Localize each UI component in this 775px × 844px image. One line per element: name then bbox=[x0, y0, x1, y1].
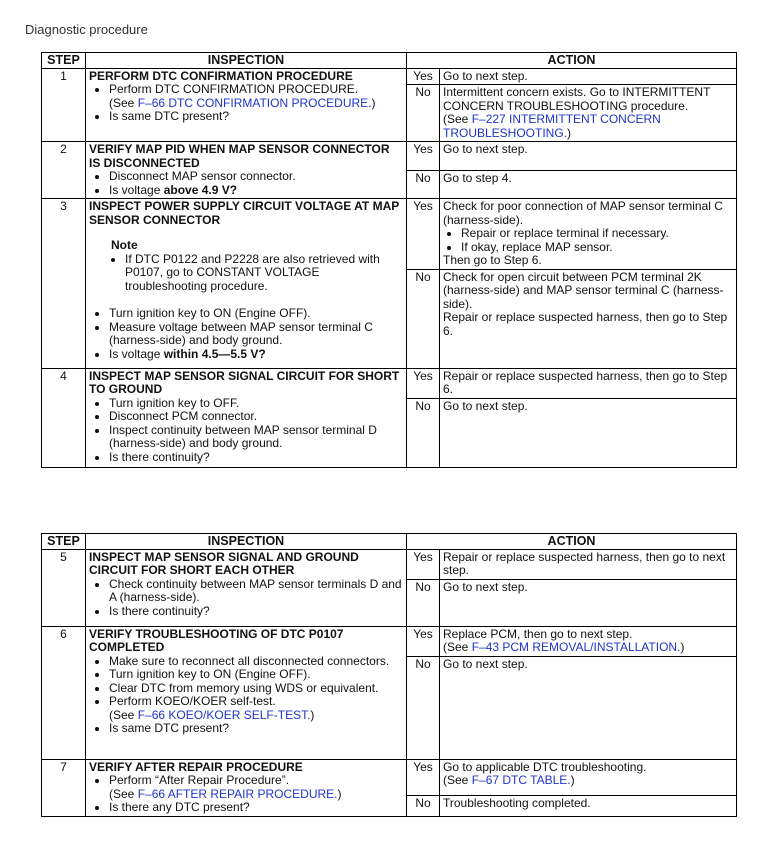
step-2-row-yes bbox=[42, 142, 737, 171]
step-title: INSPECT MAP SENSOR SIGNAL CIRCUIT FOR SHORT TO GROUND bbox=[89, 368, 400, 396]
inspection-bullet: • Check continuity between MAP sensor terminals D and A (harness-side). bbox=[109, 578, 403, 605]
ref-link[interactable]: F–66 AFTER REPAIR PROCEDURE. bbox=[137, 786, 338, 801]
step-title: VERIFY MAP PID WHEN MAP SENSOR CONNECTOR IS DISCONNECTED bbox=[89, 142, 390, 170]
yes-label: Yes bbox=[407, 142, 440, 171]
inspection-bullet: • Turn ignition key to ON (Engine OFF). bbox=[109, 307, 403, 321]
no-label: No bbox=[407, 398, 440, 467]
step-5-inspection bbox=[86, 549, 407, 626]
no-label: No bbox=[407, 269, 440, 368]
yes-action: Go to applicable DTC troubleshooting. (See F–67 DTC TABLE.) bbox=[440, 759, 737, 796]
inspection-bullet: • Is voltage within 4.5—5.5 V? bbox=[109, 348, 403, 362]
inspection-bullet: • Is there continuity? bbox=[109, 605, 403, 619]
yes-action: Repair or replace suspected harness, then go to next step. bbox=[440, 549, 737, 579]
inspection-bullet: • Measure voltage between MAP sensor terminal C (harness-side) and body ground. bbox=[109, 321, 403, 348]
no-action: Go to next step. bbox=[440, 579, 737, 626]
table-header-row bbox=[42, 53, 737, 69]
step-1-inspection bbox=[86, 68, 407, 142]
no-action: Go to next step. bbox=[440, 656, 737, 759]
step-6-inspection bbox=[86, 626, 407, 759]
inspection-bullet: • Clear DTC from memory using WDS or equivalent. bbox=[109, 682, 403, 696]
step-number: 5 bbox=[42, 549, 86, 626]
action-bullet: • If okay, replace MAP sensor. bbox=[461, 241, 733, 255]
step-title: INSPECT POWER SUPPLY CIRCUIT VOLTAGE AT MAP SENSOR CONNECTOR bbox=[89, 199, 400, 227]
step-7-row-yes bbox=[42, 759, 737, 796]
inspection-bullet: • Is same DTC present? bbox=[109, 722, 403, 736]
no-label: No bbox=[407, 85, 440, 142]
action-bullet: • Repair or replace terminal if necessary. bbox=[461, 227, 733, 241]
inspection-bullet: • Is same DTC present? bbox=[109, 110, 403, 124]
step-7-inspection bbox=[86, 759, 407, 816]
inspection-bullet: • Perform KOEO/KOER self-test. (See F–66 KOEO/KOER SELF-TEST.) bbox=[109, 695, 403, 722]
ref-link[interactable]: F–66 DTC CONFIRMATION PROCEDURE. bbox=[137, 95, 372, 110]
step-4-row-yes bbox=[42, 368, 737, 398]
yes-label: Yes bbox=[407, 368, 440, 398]
step-number: 7 bbox=[42, 759, 86, 816]
inspection-bullet: • Disconnect PCM connector. bbox=[109, 410, 403, 424]
no-action: Intermittent concern exists. Go to INTERMITTENT CONCERN TROUBLESHOOTING procedure. (See F–227 INTERMITTENT CONCERN TROUBLESHOOTING.) bbox=[440, 85, 737, 142]
no-label: No bbox=[407, 656, 440, 759]
ref-link[interactable]: F–227 INTERMITTENT CONCERN TROUBLESHOOTING. bbox=[443, 112, 661, 140]
no-action: Go to next step. bbox=[440, 398, 737, 467]
no-action: Troubleshooting completed. bbox=[440, 796, 737, 816]
col-action-header: ACTION bbox=[407, 534, 737, 550]
step-number: 6 bbox=[42, 626, 86, 759]
no-label: No bbox=[407, 170, 440, 199]
inspection-bullet: • Inspect continuity between MAP sensor terminal D (harness-side) and body ground. bbox=[109, 424, 403, 451]
yes-action: Repair or replace suspected harness, then go to Step 6. bbox=[440, 368, 737, 398]
no-label: No bbox=[407, 579, 440, 626]
yes-label: Yes bbox=[407, 759, 440, 796]
step-6-row-yes bbox=[42, 626, 737, 656]
yes-label: Yes bbox=[407, 68, 440, 85]
step-3-row-yes bbox=[42, 199, 737, 270]
step-number: 3 bbox=[42, 199, 86, 369]
inspection-bullet: • Perform DTC CONFIRMATION PROCEDURE. (See F–66 DTC CONFIRMATION PROCEDURE.) bbox=[109, 83, 403, 110]
col-step-header: STEP bbox=[42, 534, 86, 550]
step-number: 1 bbox=[42, 68, 86, 142]
step-title: VERIFY AFTER REPAIR PROCEDURE bbox=[89, 759, 303, 774]
step-number: 4 bbox=[42, 368, 86, 467]
yes-action: Go to next step. bbox=[440, 68, 737, 85]
yes-action: Check for poor connection of MAP sensor terminal C (harness-side). • Repair or replace terminal if necessary. • If okay, replace MAP sensor. Then go to Step 6. bbox=[440, 199, 737, 270]
yes-label: Yes bbox=[407, 199, 440, 270]
ref-link[interactable]: F–66 KOEO/KOER SELF-TEST. bbox=[137, 707, 311, 722]
col-inspection-header: INSPECTION bbox=[86, 534, 407, 550]
inspection-bullet: • Perform “After Repair Procedure”. (See F–66 AFTER REPAIR PROCEDURE.) bbox=[109, 774, 403, 801]
no-label: No bbox=[407, 796, 440, 816]
inspection-bullet: • Turn ignition key to ON (Engine OFF). bbox=[109, 668, 403, 682]
inspection-bullet: • Make sure to reconnect all disconnected connectors. bbox=[109, 655, 403, 669]
step-title: INSPECT MAP SENSOR SIGNAL AND GROUND CIRCUIT FOR SHORT EACH OTHER bbox=[89, 549, 359, 577]
ref-link[interactable]: F–67 DTC TABLE. bbox=[471, 773, 571, 787]
inspection-bullet: • Disconnect MAP sensor connector. bbox=[109, 170, 403, 184]
step-1-row-yes bbox=[42, 68, 737, 85]
col-action-header: ACTION bbox=[407, 53, 737, 69]
diagnostic-table-1 bbox=[41, 52, 737, 468]
no-action: Check for open circuit between PCM terminal 2K (harness-side) and MAP sensor terminal C (harness-side). Repair or replace suspected harness, then go to Step 6. bbox=[440, 269, 737, 368]
note-title: Note bbox=[111, 238, 138, 252]
yes-label: Yes bbox=[407, 626, 440, 656]
note-text: • If DTC P0122 and P2228 are also retrieved with P0107, go to CONSTANT VOLTAGE troubleshooting procedure. bbox=[125, 253, 403, 294]
inspection-bullet: • Is there continuity? bbox=[109, 451, 403, 465]
yes-label: Yes bbox=[407, 549, 440, 579]
step-2-inspection bbox=[86, 142, 407, 199]
inspection-bullet: • Turn ignition key to OFF. bbox=[109, 397, 403, 411]
yes-action: Go to next step. bbox=[440, 142, 737, 171]
step-4-inspection bbox=[86, 368, 407, 467]
ref-link[interactable]: F–43 PCM REMOVAL/INSTALLATION. bbox=[471, 640, 681, 654]
inspection-bullet: • Is there any DTC present? bbox=[109, 801, 403, 815]
table-header-row bbox=[42, 534, 737, 550]
step-3-inspection bbox=[86, 199, 407, 369]
col-inspection-header: INSPECTION bbox=[86, 53, 407, 69]
no-action: Go to step 4. bbox=[440, 170, 737, 199]
step-title: PERFORM DTC CONFIRMATION PROCEDURE bbox=[89, 68, 353, 83]
step-5-row-yes bbox=[42, 549, 737, 579]
step-number: 2 bbox=[42, 142, 86, 199]
yes-action: Replace PCM, then go to next step. (See F–43 PCM REMOVAL/INSTALLATION.) bbox=[440, 626, 737, 656]
inspection-bullet: • Is voltage above 4.9 V? bbox=[109, 184, 403, 198]
page-heading: Diagnostic procedure bbox=[25, 22, 148, 37]
step-title: VERIFY TROUBLESHOOTING OF DTC P0107 COMPLETED bbox=[89, 626, 344, 654]
col-step-header: STEP bbox=[42, 53, 86, 69]
diagnostic-table-2 bbox=[41, 533, 737, 817]
